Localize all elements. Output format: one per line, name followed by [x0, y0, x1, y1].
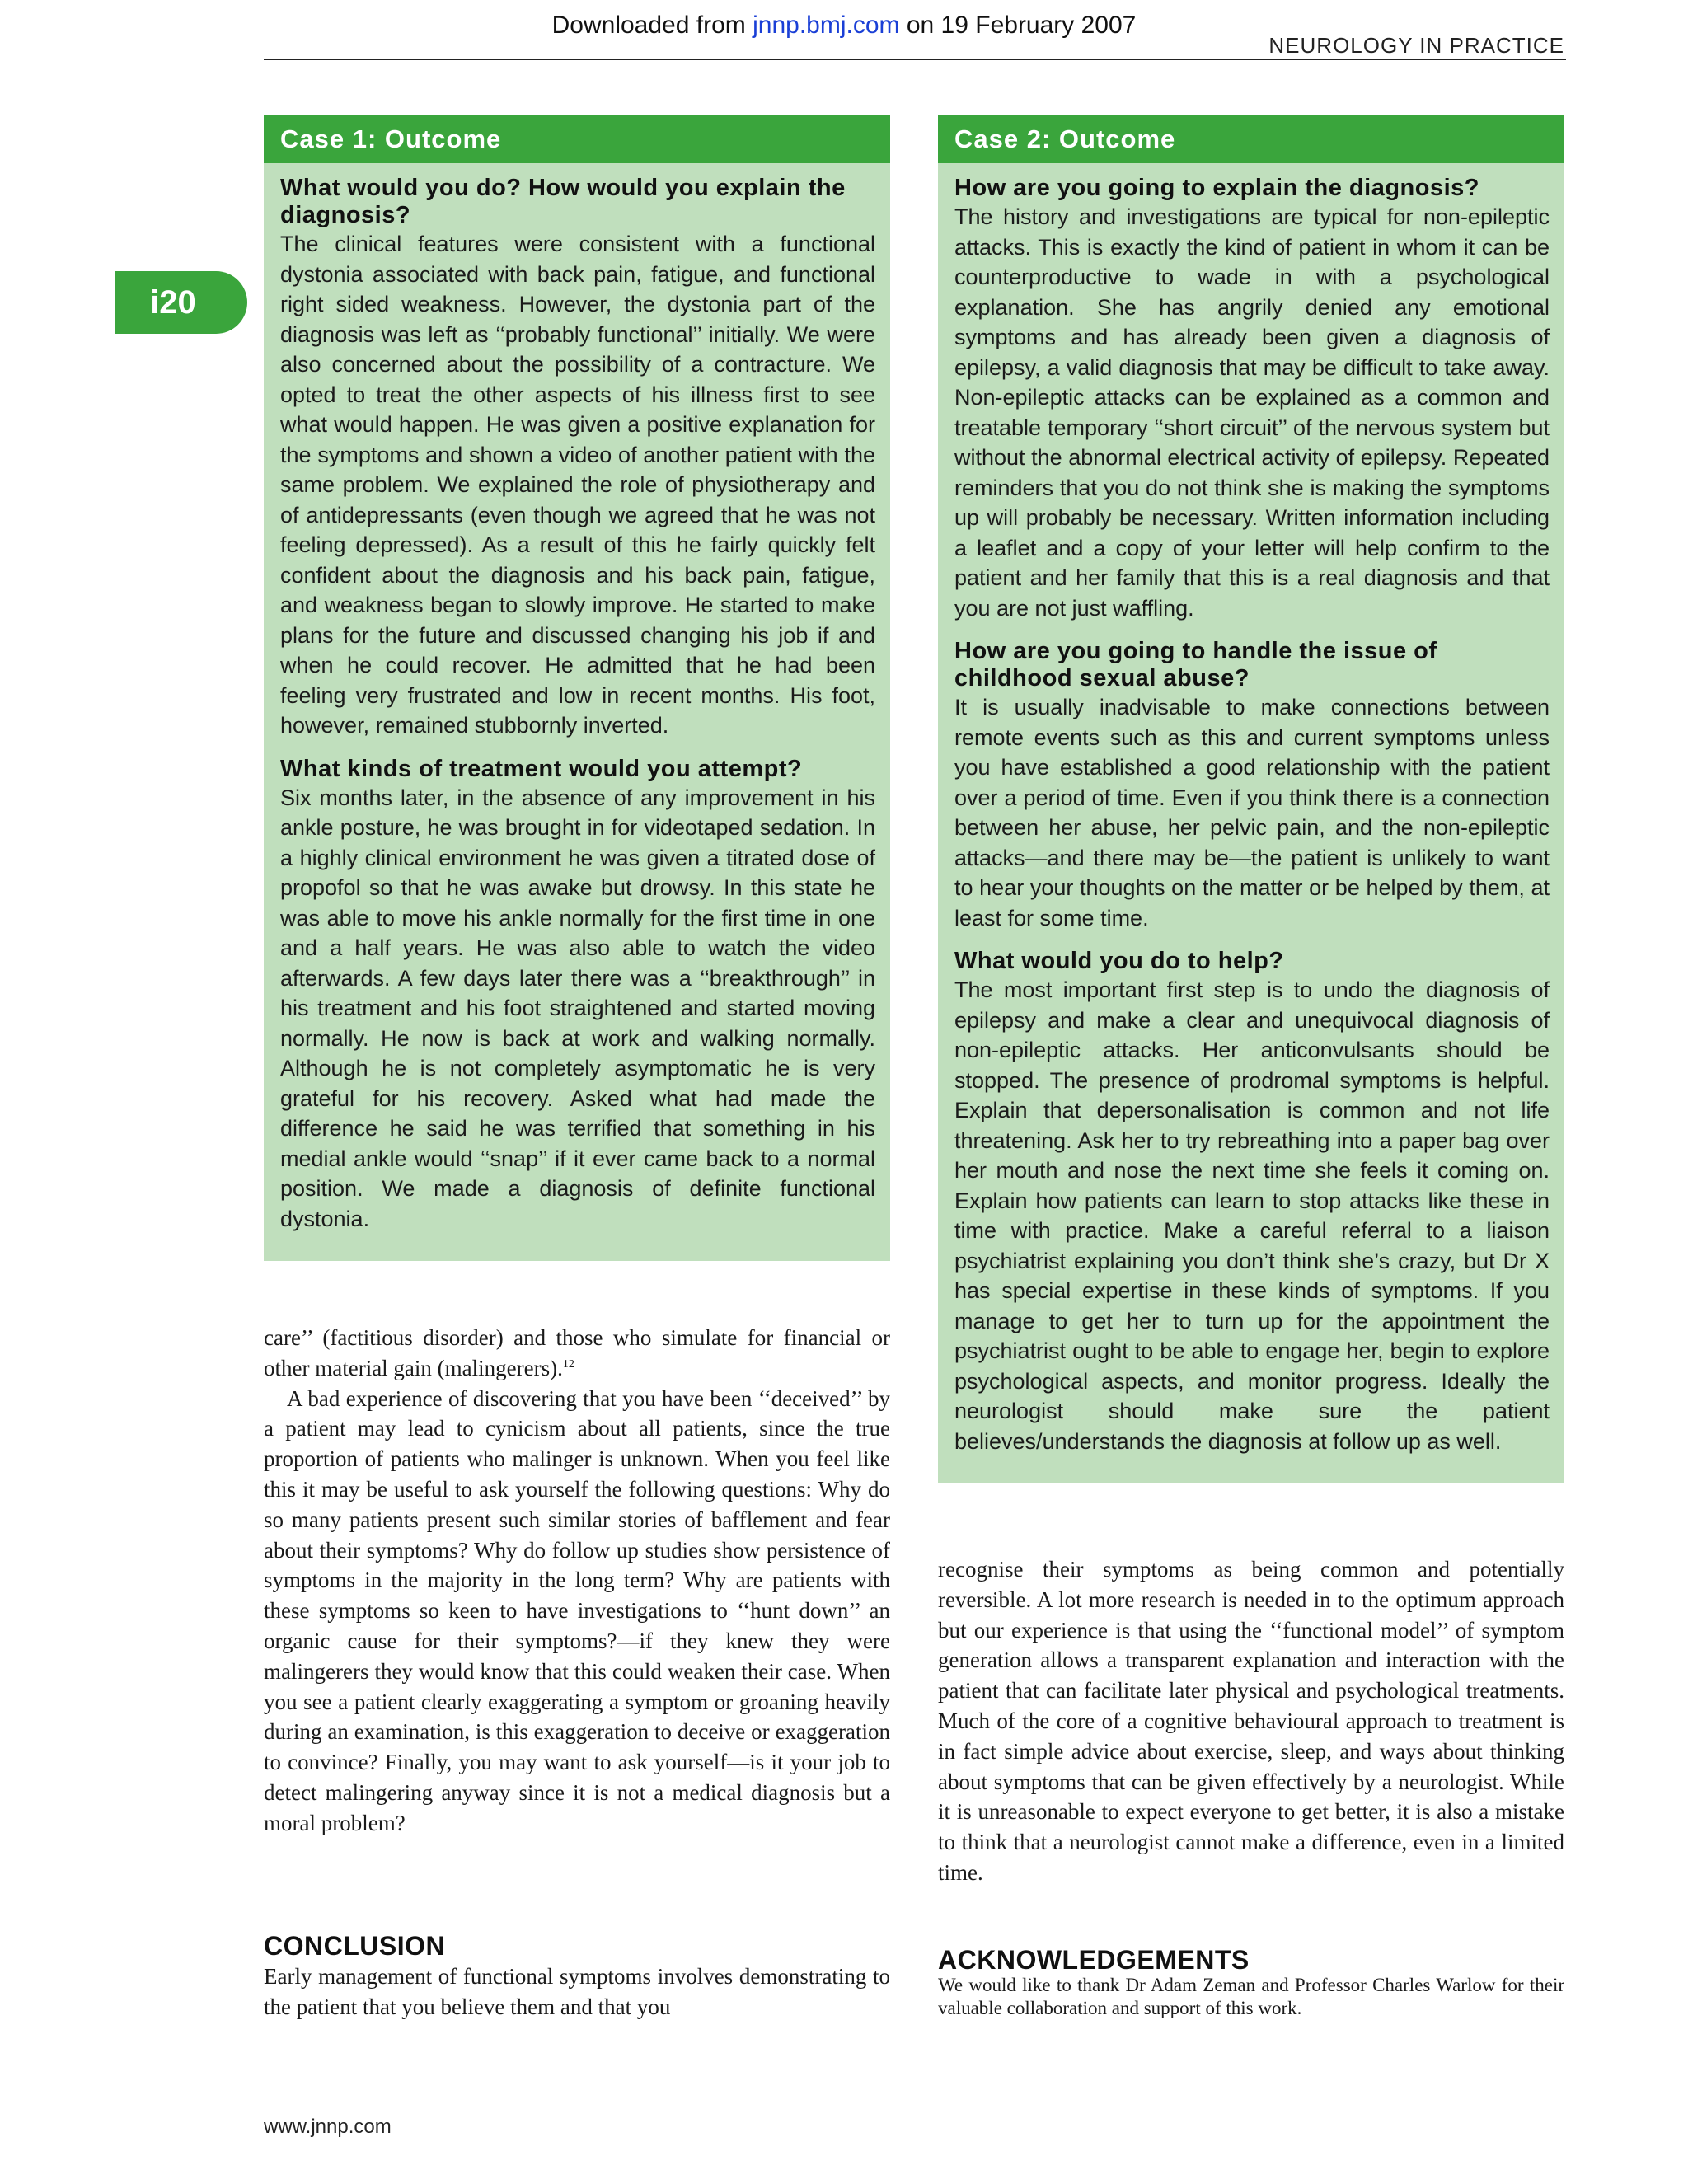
case2-box-title: Case 2: Outcome — [938, 115, 1564, 163]
case1-paragraph-diagnosis: The clinical features were consistent with a functional dystonia associated with back pain, fatigue, and functional right sided weakness. However, the dystonia part of the diagnosis was left as ‘‘probably functional’’ initially. We were also concerned about the possibility of a contracture. We opted to treat the other aspects of his illness first to see what would happen. He was given a positive explanation for the symptoms and shown a video of another patient with the same problem. We explained the role of physiotherapy and of antidepressants (even though we agreed that he was not feeling depressed). As a result of this he fairly quickly felt confident about the diagnosis and his back pain, fatigue, and weakness began to slowly improve. He started to make plans for the future and discussed changing his job if and when he could recover. He admitted that he had been feeling very frustrated and low in recent months. His foot, however, remained stubbornly inverted. — [280, 232, 875, 738]
journal-link[interactable]: jnnp.bmj.com — [753, 12, 900, 39]
malingering-paragraph-2: A bad experience of discovering that you have been ‘‘deceived’’ by a patient may lead to cynicism about all patients, since the true proportion of patients who malinger is unknown. When you feel like this it may be useful to ask yourself the following questions: Why do so many patients present such similar stories of bafflement and fear about their symptoms? Why do follow up studies show persistence of symptoms in the majority in the long term? Why are patients with these symptoms so keen to have investigations to ‘‘hunt down’’ an organic cause for their symptoms?—if they knew they were malingerers they would know that this could weaken their case. When you see a patient clearly exaggerating a symptom or groaning heavily during an examination, is this exaggeration to deceive or exaggeration to convince? Finally, you may want to ask yourself—is it your job to detect malingering anyway since it is not a medical diagnosis but a moral problem? — [264, 1385, 890, 1835]
case2-outcome-box — [938, 115, 1564, 1483]
page-number-tab: i20 — [115, 271, 247, 334]
case1-paragraph-treatment: Six months later, in the absence of any improvement in his ankle posture, he was brought in for videotaped sedation. In a highly clinical environment he was given a titrated dose of propofol so that he was awake but drowsy. In this state he was able to move his ankle normally for the first time in one and a half years. He was also able to watch the video afterwards. A few days later there was a ‘‘breakthrough’’ in his treatment and his foot straightened and started moving normally. He now is back at work and walking normally. Although he is not completely asymptomatic he is very grateful for his recovery. Asked what had made the difference he said he was terrified that something in his medial ankle would ‘‘snap’’ if it ever came back to a normal position. We made a diagnosis of definite functional dystonia. — [280, 785, 875, 1231]
case2-paragraph-abuse: It is usually inadvisable to make connections between remote events such as this and current symptoms unless you have established a good relationship with the patient over a period of time. Even if you think there is a connection between her abuse, her pelvic pain, and the non-epileptic attacks—and there may be—the patient is unlikely to want to hear your thoughts on the matter or be helped by them, at least for some time. — [954, 695, 1550, 930]
left-column-text — [264, 1323, 890, 1839]
case1-question-diagnosis: What would you do? How would you explain the diagnosis? — [280, 175, 846, 228]
footer-url: www.jnnp.com — [264, 2116, 392, 2138]
acknowledgements-heading: ACKNOWLEDGEMENTS — [938, 1945, 1250, 1975]
conclusion-text: Early management of functional symptoms involves demonstrating to the patient that you believe them and that you — [264, 1964, 890, 2019]
case2-question-help: What would you do to help? — [954, 948, 1284, 974]
case2-question-abuse: How are you going to handle the issue of childhood sexual abuse? — [954, 638, 1437, 691]
right-column-text: recognise their symptoms as being common and potentially reversible. A lot more research is needed in to the optimum approach but our experience is that using the ‘‘functional model’’ of symptom generation allows a transparent explanation and interaction with the patient that can facilitate later physical and psychological treatments. Much of the core of a cognitive behavioural approach to treatment is in fact simple advice about exercise, sleep, and ways about thinking about symptoms that can be given effectively by a neurologist. While it is unreasonable to expect everyone to get better, it is also a mistake to think that a neurologist cannot make a difference, even in a limited time. — [938, 1557, 1564, 1885]
case1-outcome-box — [264, 115, 890, 1261]
reference-superscript: 12 — [562, 1357, 574, 1371]
banner-prefix: Downloaded from — [551, 12, 753, 39]
case1-box-title: Case 1: Outcome — [264, 115, 890, 163]
acknowledgements-text: We would like to thank Dr Adam Zeman and Professor Charles Warlow for their valuable collaboration and support of this work. — [938, 1975, 1564, 2018]
case1-question-treatment: What kinds of treatment would you attempt? — [280, 755, 803, 782]
section-header: NEUROLOGY IN PRACTICE — [1268, 33, 1564, 58]
case2-box-body — [938, 163, 1564, 1456]
case1-box-body — [264, 163, 890, 1234]
case2-question-explain: How are you going to explain the diagnosis? — [954, 175, 1479, 201]
malingering-paragraph-1: care’’ (factitious disorder) and those who simulate for financial or other material gain (malingerers).$^{12}$ — [264, 1325, 890, 1380]
banner-suffix: on 19 February 2007 — [899, 12, 1137, 39]
conclusion-heading: CONCLUSION — [264, 1931, 446, 1961]
header-divider — [264, 59, 1566, 60]
case2-paragraph-help: The most important first step is to undo the diagnosis of epilepsy and make a clear and unequivocal diagnosis of non-epileptic attacks. Her anticonvulsants should be stopped. The presence of prodromal symptoms is helpful. Explain that depersonalisation is common and not life threatening. Ask her to try rebreathing into a paper bag over her mouth and nose the next time she feels it coming on. Explain how patients can learn to stop attacks like these in time with practice. Make a careful referral to a liaison psychiatrist explaining you don’t think she’s crazy, but Dr X has special expertise in these kinds of symptoms. If you manage to get her to turn up for the appointment the psychiatrist ought to be able to engage her, begin to explore psychological aspects, and monitor progress. Ideally the neurologist should make sure the patient believes/understands the diagnosis at follow up as well. — [954, 977, 1550, 1454]
case2-paragraph-explain: The history and investigations are typical for non-epileptic attacks. This is exactly the kind of patient in whom it can be counterproductive to wade in with a psychological explanation. She has angrily denied any emotional symptoms and has already been given a diagnosis of epilepsy, a valid diagnosis that may be difficult to take away. Non-epileptic attacks can be explained as a common and treatable temporary ‘‘short circuit’’ of the nervous system but without the abnormal electrical activity of epilepsy. Repeated reminders that you do not think she is making the symptoms up will probably be necessary. Written information including a leaflet and a copy of your letter will help confirm to the patient and her family that this is a real diagnosis and that you are not just waffling. — [954, 204, 1550, 621]
